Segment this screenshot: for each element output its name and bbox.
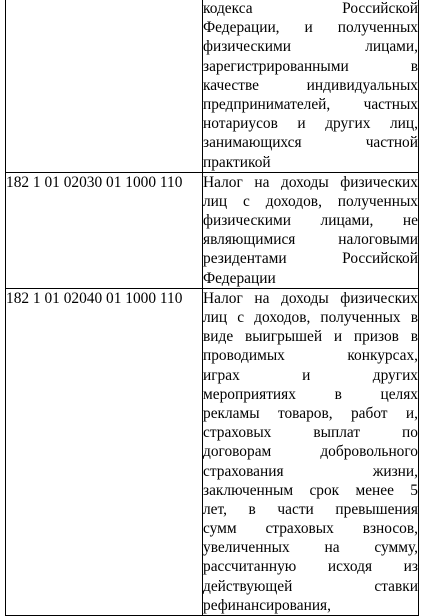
text-line: заключенным срок менее 5 bbox=[203, 481, 418, 499]
text-line: увеличенных на сумму, bbox=[203, 539, 418, 557]
text-line: Налог на доходы физических bbox=[203, 173, 418, 191]
text-line: нотариусов и других лиц, bbox=[203, 115, 418, 133]
text-line: практикой bbox=[203, 153, 271, 171]
text-line: лиц с доходов, полученных bbox=[203, 192, 418, 210]
text-line: виде выигрышей и призов в bbox=[203, 328, 418, 346]
text-line: предпринимателей, частных bbox=[203, 95, 418, 113]
table-row bbox=[6, 288, 419, 615]
text-line: мероприятиях в целях bbox=[203, 385, 418, 403]
text-line: рефинансирования, bbox=[203, 596, 331, 614]
income-name-cell bbox=[203, 0, 419, 172]
text-line: Налог на доходы физических bbox=[203, 289, 418, 307]
kbk-code-cell: 182 1 01 02030 01 1000 110 bbox=[6, 172, 203, 288]
text-line: договорам добровольного bbox=[203, 443, 418, 461]
text-line: занимающихся частной bbox=[203, 134, 418, 152]
text-line: сумм страховых взносов, bbox=[203, 520, 418, 538]
text-line: качестве индивидуальных bbox=[203, 76, 418, 94]
table-row bbox=[6, 0, 419, 172]
text-line: действующей ставки bbox=[203, 577, 418, 595]
text-line: Федерации bbox=[203, 269, 276, 287]
budget-classification-table bbox=[5, 0, 419, 616]
text-line: рекламы товаров, работ и, bbox=[203, 404, 418, 422]
text-line: резидентами Российской bbox=[203, 250, 418, 268]
text-line: лиц с доходов, полученных в bbox=[203, 309, 418, 326]
text-line: Федерации, и полученных bbox=[203, 19, 418, 37]
kbk-code-cell bbox=[6, 0, 203, 172]
table-body bbox=[6, 0, 419, 616]
text-line: кодекса Российской bbox=[203, 0, 418, 17]
table-row bbox=[6, 172, 419, 288]
text-line: лет, в части превышения bbox=[203, 500, 418, 518]
text-line: играх и других bbox=[203, 366, 418, 384]
text-line: страхования жизни, bbox=[203, 462, 418, 480]
kbk-code-cell: 182 1 01 02040 01 1000 110 bbox=[6, 288, 203, 615]
text-line: зарегистрированными в bbox=[203, 57, 418, 75]
text-line: физическими лицами, bbox=[203, 38, 418, 56]
text-line: проводимых конкурсах, bbox=[203, 347, 418, 365]
income-name-cell bbox=[203, 288, 419, 615]
text-line: страховых выплат по bbox=[203, 424, 418, 442]
text-line: физическими лицами, не bbox=[203, 212, 418, 230]
text-line: рассчитанную исходя из bbox=[203, 558, 418, 576]
text-line: являющимися налоговыми bbox=[203, 231, 418, 249]
income-name-cell bbox=[203, 172, 419, 288]
